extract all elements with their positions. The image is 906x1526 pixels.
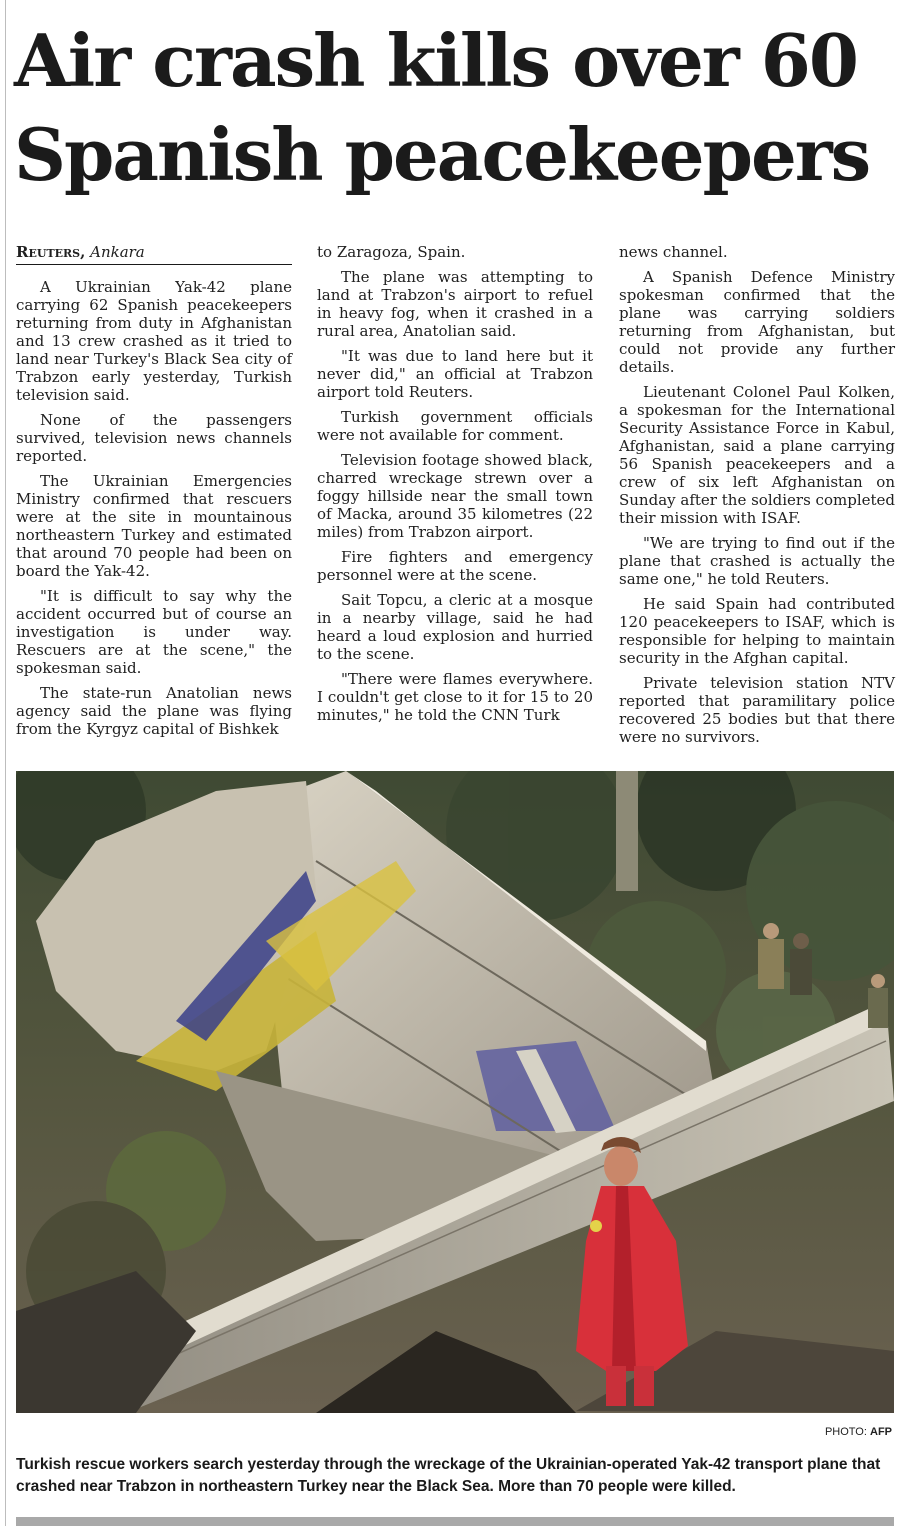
paragraph: A Ukrainian Yak-42 plane carrying 62 Spanish peacekeepers returning from duty in Afghanistan and 13 crew crashed as it tried to land near Turkey's Black Sea city of Trabzon early yesterday, Turkish television said.	[16, 278, 292, 404]
byline-place: Ankara	[90, 243, 145, 261]
paragraph: The state-run Anatolian news agency said the plane was flying from the Kyrgyz capital of Bishkek	[16, 684, 292, 738]
tree-trunk	[616, 771, 638, 891]
paragraph: Lieutenant Colonel Paul Kolken, a spokesman for the International Security Assistance Force in Kabul, Afghanistan, said a plane carrying 56 Spanish peacekeepers and a crew of six left Afghanistan on Sunday after the soldiers completed their mission with ISAF.	[619, 383, 895, 527]
article-column-3	[619, 243, 895, 753]
paragraph: A Spanish Defence Ministry spokesman confirmed that the plane was carrying soldiers returning from Afghanistan, but could not provide any further details.	[619, 268, 895, 376]
photo-credit	[825, 1426, 892, 1438]
paragraph: Private television station NTV reported that paramilitary police recovered 25 bodies but that there were no survivors.	[619, 674, 895, 746]
paragraph: Sait Topcu, a cleric at a mosque in a nearby village, said he had heard a loud explosion and hurried to the scene.	[317, 591, 593, 663]
byline-agency: Reuters,	[16, 243, 86, 261]
paragraph: The Ukrainian Emergencies Ministry confirmed that rescuers were at the site in mountainous northeastern Turkey and estimated that around 70 people had been on board the Yak-42.	[16, 472, 292, 580]
credit-source: AFP	[870, 1426, 892, 1438]
paragraph: "It was due to land here but it never did," an official at Trabzon airport told Reuters.	[317, 347, 593, 401]
paragraph: The plane was attempting to land at Trabzon's airport to refuel in heavy fog, when it crashed in a rural area, Anatolian said.	[317, 268, 593, 340]
bottom-rule	[16, 1517, 894, 1526]
article-column-1	[16, 243, 292, 745]
paragraph: Turkish government officials were not available for comment.	[317, 408, 593, 444]
photo-caption: Turkish rescue workers search yesterday through the wreckage of the Ukrainian-operated Yak-42 transport plane that crashed near Trabzon in northeastern Turkey near the Black Sea. More than 70 people were killed.	[16, 1456, 881, 1495]
paragraph: Fire fighters and emergency personnel were at the scene.	[317, 548, 593, 584]
credit-label: PHOTO:	[824, 1426, 867, 1438]
paragraph: to Zaragoza, Spain.	[317, 243, 466, 261]
byline	[16, 243, 292, 265]
page-border-rule	[5, 0, 6, 1526]
headline-line-1: Air crash kills over 60	[14, 18, 857, 103]
paragraph: He said Spain had contributed 120 peacekeepers to ISAF, which is responsible for helping to maintain security in the Afghan capital.	[619, 595, 895, 667]
article-column-2	[317, 243, 593, 731]
paragraph: news channel.	[619, 243, 728, 261]
paragraph: "It is difficult to say why the accident occurred but of course an investigation is under way. Rescuers are at the scene," the spokesman said.	[16, 587, 292, 677]
paragraph: "There were flames everywhere. I couldn't get close to it for 15 to 20 minutes," he told the CNN Turk	[317, 670, 593, 724]
paragraph: None of the passengers survived, television news channels reported.	[16, 411, 292, 465]
paragraph: Television footage showed black, charred wreckage strewn over a foggy hillside near the small town of Macka, around 35 kilometres (22 miles) from Trabzon airport.	[317, 451, 593, 541]
news-photo	[16, 771, 894, 1413]
paragraph: "We are trying to find out if the plane that crashed is actually the same one," he told Reuters.	[619, 534, 895, 588]
headline-line-2: Spanish peacekeepers	[14, 112, 870, 197]
headline	[14, 14, 894, 202]
